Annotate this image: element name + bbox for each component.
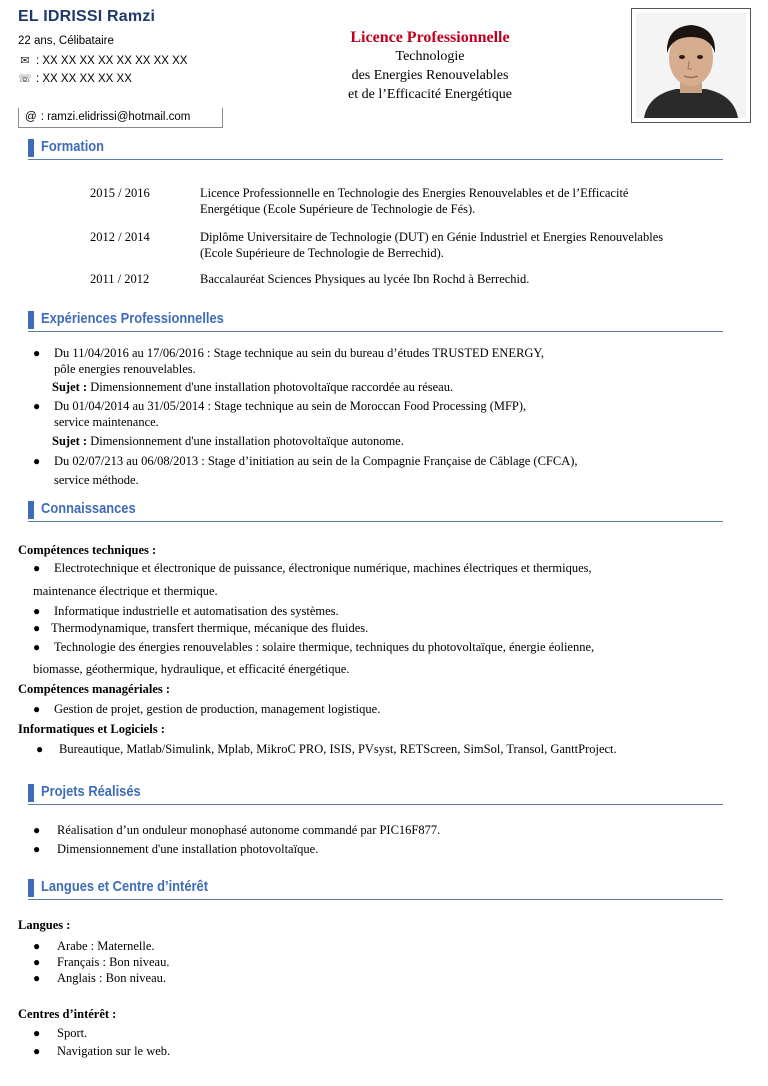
- phone-line: [18, 72, 132, 85]
- bullet-icon: ●: [33, 842, 41, 856]
- formation-year: 2011 / 2012: [90, 272, 150, 286]
- formation-desc: Baccalauréat Sciences Physiques au lycée Ibn Rochd à Berrechid.: [200, 272, 530, 286]
- section-title: Expériences Professionnelles: [41, 310, 224, 327]
- bullet-icon: ●: [33, 971, 41, 985]
- bullet-icon: ●: [33, 1026, 41, 1040]
- section-title: Projets Réalisés: [41, 783, 141, 800]
- bullet-icon: ●: [33, 621, 41, 635]
- bullet-icon: ●: [36, 742, 44, 756]
- bullet-icon: ●: [33, 939, 41, 953]
- bullet-icon: ●: [33, 823, 41, 837]
- formation-year: 2012 / 2014: [90, 230, 150, 244]
- bullet-icon: ●: [33, 399, 41, 413]
- section-experiences: [28, 309, 723, 332]
- degree-line-3: des Energies Renouvelables: [351, 68, 509, 83]
- experience-line: pôle energies renouvelables.: [54, 362, 196, 376]
- bullet-icon: ●: [33, 346, 41, 360]
- degree-line-4: et de l’Efficacité Energétique: [348, 87, 512, 102]
- section-connaissances: [28, 499, 723, 522]
- skill-continuation: biomasse, géothermique, hydraulique, et efficacité énergétique.: [33, 662, 350, 676]
- bullet-icon: ●: [33, 454, 41, 468]
- section-bar: [28, 311, 34, 329]
- experience-line: service maintenance.: [54, 415, 159, 429]
- section-bar: [28, 139, 34, 157]
- degree-title: Licence Professionnelle: [350, 29, 510, 46]
- mgmt-skills-label: Compétences managériales :: [18, 682, 171, 696]
- section-formation: [28, 137, 723, 160]
- email-line: [18, 108, 223, 128]
- formation-year: 2015 / 2016: [90, 186, 150, 200]
- email-value[interactable]: : ramzi.elidrissi@hotmail.com: [40, 111, 191, 123]
- bullet-icon: ●: [33, 604, 41, 618]
- phone-value: : XX XX XX XX XX: [36, 73, 132, 85]
- section-bar: [28, 501, 34, 519]
- formation-desc: Licence Professionnelle en Technologie des Energies Renouvelables et de l’Efficacité Energétique (Ecole Supérieure de Technologie de Fés).: [200, 186, 629, 216]
- phone-icon: ☏: [18, 73, 32, 85]
- bullet-icon: ●: [33, 640, 41, 654]
- section-title: Formation: [41, 138, 105, 155]
- experience-subject: Sujet : Dimensionnement d'une installation photovoltaïque raccordée au réseau.: [52, 380, 454, 394]
- software-label: Informatiques et Logiciels :: [18, 722, 165, 736]
- portrait-image: [636, 13, 746, 118]
- degree-title-block: [330, 28, 530, 104]
- bullet-icon: ●: [33, 955, 41, 969]
- candidate-name: EL IDRISSI Ramzi: [18, 8, 156, 25]
- section-projets: [28, 782, 723, 805]
- tech-skills-label: Compétences techniques :: [18, 543, 157, 557]
- experience-subject: Sujet : Dimensionnement d'une installation photovoltaïque autonome.: [52, 434, 404, 448]
- fax-line: [18, 54, 187, 67]
- profile-photo: [631, 8, 751, 123]
- section-bar: [28, 879, 34, 897]
- bullet-icon: ●: [33, 702, 41, 716]
- at-icon: @: [25, 111, 37, 123]
- section-bar: [28, 784, 34, 802]
- fax-value: : XX XX XX XX XX XX XX XX: [36, 55, 188, 67]
- experience-line: service méthode.: [54, 473, 139, 487]
- age-status: 22 ans, Célibataire: [18, 35, 114, 47]
- section-title: Connaissances: [41, 500, 136, 517]
- degree-line-2: Technologie: [395, 49, 465, 64]
- skill-continuation: maintenance électrique et thermique.: [33, 584, 218, 598]
- formation-desc: Diplôme Universitaire de Technologie (DUT) en Génie Industriel et Energies Renouvelables (Ecole Supérieure de Technologie de Berrechid).: [200, 230, 664, 260]
- languages-label: Langues :: [18, 918, 71, 932]
- interests-label: Centres d’intérêt :: [18, 1007, 117, 1021]
- bullet-icon: ●: [33, 561, 41, 575]
- section-title: Langues et Centre d’intérêt: [41, 878, 209, 895]
- section-langues: [28, 877, 723, 900]
- bullet-icon: ●: [33, 1044, 41, 1058]
- envelope-icon: ✉: [20, 55, 30, 67]
